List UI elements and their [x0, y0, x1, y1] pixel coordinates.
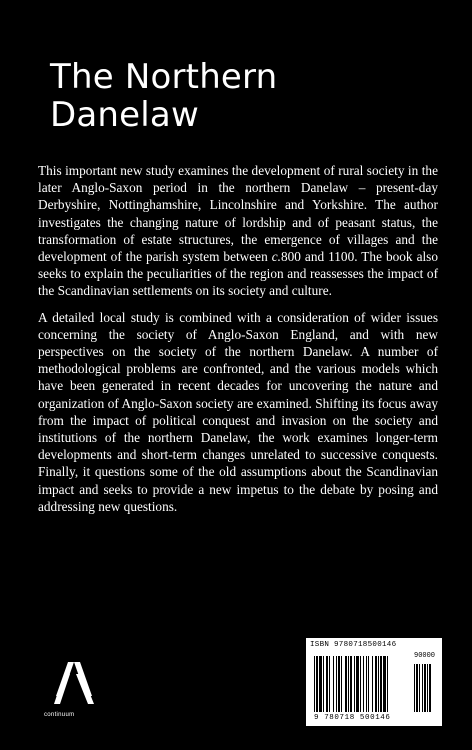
- circa-abbrev: c.: [271, 249, 281, 265]
- blurb-paragraph-1-part-a: This important new study examines the development of rural society in the later Anglo-Saxon period in the northern Danelaw – present-day Derbyshire, Nottinghamshire, Lincolnshire and Yorkshire. The author investigates the changing nature of lordship and of peasant status, the transformation of estate structures, the emergence of villages and the development of the parish system between: [38, 163, 438, 265]
- price-code: 90000: [414, 652, 436, 660]
- blurb-paragraph-1-part-b: 800 and 1100. The book also seeks to explain the peculiarities of the region and reassesses the impact of the Scandinavian settlements on its society and culture.: [38, 249, 438, 299]
- blurb-paragraph-2: A detailed local study is combined with a consideration of wider issues concerning the society of Anglo-Saxon England, and with new perspectives on the society of the northern Danelaw. A number of methodological problems are confronted, and the various models which have been generated in recent decades for uncovering the nature and organization of Anglo-Saxon society are examined. Shifting its focus away from the impact of political conquest and invasion on the society and institutions of the northern Danelaw, the work examines longer-term developments and short-term changes unrelated to successive conquests. Finally, it questions some of the old assumptions about the Scandinavian impact and seeks to provide a new impetus to the debate by posing and addressing new questions.: [38, 309, 438, 514]
- barcode-digits: 9 780718 500146: [314, 714, 391, 722]
- barcode-icon: [310, 652, 438, 714]
- title-line-1: The Northern: [50, 57, 278, 97]
- isbn-label: ISBN 9780718500146: [310, 641, 397, 649]
- blurb: [38, 162, 438, 524]
- publisher-name: continuum: [44, 712, 75, 718]
- book-title: [50, 58, 370, 134]
- blurb-paragraph-1: [38, 162, 438, 300]
- title-line-2: Danelaw: [50, 95, 199, 135]
